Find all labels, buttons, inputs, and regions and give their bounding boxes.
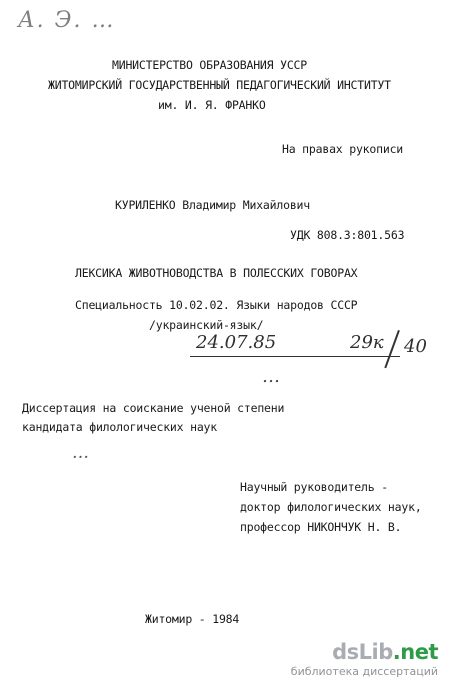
signature: … bbox=[72, 443, 89, 463]
named-after-line: им. И. Я. ФРАНКО bbox=[158, 98, 266, 112]
watermark-subtitle: библиотека диссертаций bbox=[290, 665, 438, 678]
dissertation-line-1: Диссертация на соискание ученой степени bbox=[22, 401, 285, 415]
supervisor-line-3: профессор НИКОНЧУК Н. В. bbox=[240, 520, 402, 534]
watermark-logo-a: dsLib bbox=[332, 640, 393, 664]
supervisor-line-1: Научный руководитель - bbox=[240, 480, 388, 494]
watermark-logo bbox=[332, 640, 438, 664]
top-corner-handwriting: А. Э. … bbox=[18, 8, 116, 33]
rights-note: На правах рукописи bbox=[282, 142, 404, 156]
supervisor-line-2: доктор филологических наук, bbox=[240, 500, 422, 514]
author-name: КУРИЛЕНКО Владимир Михайлович bbox=[115, 198, 310, 212]
dissertation-line-2: кандидата филологических наук bbox=[22, 420, 217, 434]
dissertation-title: ЛЕКСИКА ЖИВОТНОВОДСТВА В ПОЛЕССКИХ ГОВОРАХ bbox=[75, 266, 358, 280]
watermark-logo-b: .net bbox=[392, 640, 438, 664]
city-year: Житомир - 1984 bbox=[145, 612, 240, 626]
ministry-line: МИНИСТЕРСТВО ОБРАЗОВАНИЯ УССР bbox=[112, 58, 307, 72]
date-underline bbox=[190, 356, 400, 357]
specialty-line: Специальность 10.02.02. Языки народов СССР bbox=[75, 298, 358, 312]
handwritten-slash bbox=[384, 330, 399, 368]
handwritten-scribble: … bbox=[262, 366, 280, 387]
handwritten-date: 24.07.85 bbox=[196, 332, 277, 353]
udk-code: УДК 808.3:801.563 bbox=[290, 228, 405, 242]
specialty-sub: /украинский-язык/ bbox=[149, 318, 264, 332]
handwritten-code: 29к bbox=[350, 332, 384, 353]
handwritten-number: 40 bbox=[404, 336, 427, 357]
institute-line: ЖИТОМИРСКИЙ ГОСУДАРСТВЕННЫЙ ПЕДАГОГИЧЕСКИЙ ИНСТИТУТ bbox=[48, 78, 391, 92]
